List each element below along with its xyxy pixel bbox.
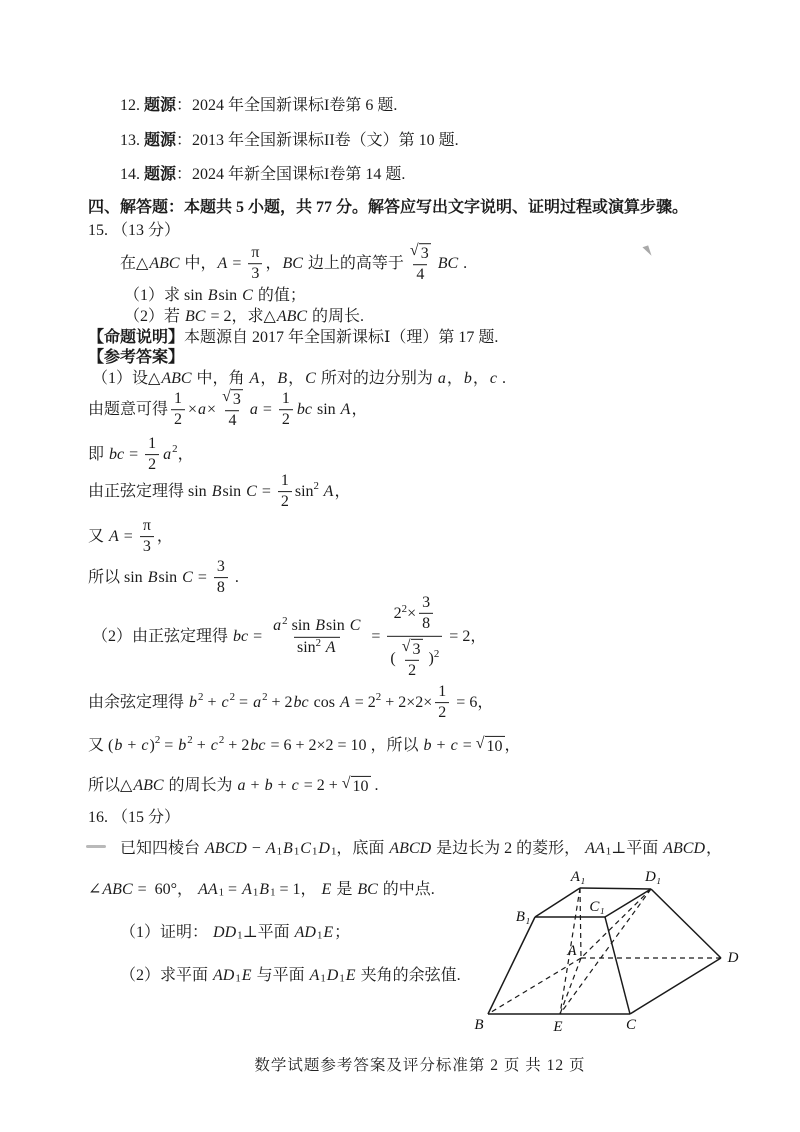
math-var: c xyxy=(489,370,497,387)
math-var: ABC xyxy=(133,777,164,794)
math-var: C xyxy=(300,840,311,857)
edge-B-B1 xyxy=(488,917,535,1014)
text-line xyxy=(120,923,350,943)
text-run: 所以△ xyxy=(88,777,133,794)
text-run: = 1， xyxy=(275,881,321,898)
text-run: π xyxy=(142,517,151,535)
superscript: 2 xyxy=(154,734,161,747)
math-var: B xyxy=(211,483,222,500)
text-run: ， xyxy=(265,254,282,272)
sqrt: √ 3 xyxy=(401,637,421,658)
text-run: + xyxy=(246,777,264,794)
bold-text-run: 【命题说明】 xyxy=(88,329,185,346)
math-var: E xyxy=(241,967,252,984)
math-var: A xyxy=(242,881,252,898)
text-run: ( xyxy=(390,650,396,668)
text-run: ∠ xyxy=(88,881,102,898)
text-run: sin xyxy=(158,569,182,586)
text-run: 4 xyxy=(228,412,237,430)
vertex-label-B1: B₁ xyxy=(515,909,531,925)
math-var: ABC xyxy=(161,370,192,387)
vertex-label-E: E xyxy=(553,1019,563,1035)
math-var: BC xyxy=(282,254,303,272)
text-run: sin xyxy=(313,400,340,418)
text-run: = xyxy=(119,528,137,545)
fraction xyxy=(279,389,293,431)
text-run: ， xyxy=(334,483,351,500)
text-line xyxy=(92,369,506,389)
subscript: 1 xyxy=(276,845,283,858)
text-run: 是边长为 2 的菱形， xyxy=(432,840,585,857)
subscript: 1 xyxy=(316,929,323,942)
text-run: = 2， xyxy=(445,627,487,645)
bold-text-run: 【参考答案】 xyxy=(88,349,185,366)
math-var: A xyxy=(265,840,276,857)
fraction xyxy=(407,242,434,286)
math-var: b xyxy=(114,737,123,754)
math-var: bc xyxy=(233,627,249,645)
text-line xyxy=(88,880,435,900)
text-run: ； xyxy=(334,924,351,941)
text-run: 中，角 xyxy=(192,370,249,387)
math-var: c xyxy=(221,694,229,711)
math-var: B xyxy=(315,617,326,635)
text-run: ， xyxy=(156,528,173,545)
edge-A1-D1 xyxy=(580,888,651,889)
text-run: − xyxy=(247,840,265,857)
text-run: sin xyxy=(294,483,314,500)
math-var: B xyxy=(259,881,270,898)
text-run: . xyxy=(459,254,468,272)
math-var: B xyxy=(277,370,288,387)
math-var: E xyxy=(323,924,334,941)
text-line xyxy=(88,776,379,796)
vertex-label-C1: C₁ xyxy=(589,899,605,915)
math-var: ABC xyxy=(149,254,180,272)
text-run: sin xyxy=(218,287,242,304)
math-var: a xyxy=(273,617,282,635)
text-run: 12. xyxy=(120,97,144,114)
math-var: A xyxy=(217,254,228,272)
text-run: ， xyxy=(288,370,305,387)
math-var: BC xyxy=(437,254,459,272)
fraction xyxy=(399,638,426,682)
math-var: C xyxy=(349,617,361,635)
text-run: = xyxy=(125,446,143,463)
fraction xyxy=(269,616,364,658)
edge-A-E xyxy=(560,958,581,1014)
math-var: A xyxy=(339,694,350,711)
text-run: 夹角的余弦值. xyxy=(356,967,461,984)
text-run: （2）由正弦定理得 xyxy=(92,627,233,645)
text-run: （2）若 xyxy=(124,308,185,325)
text-run: 2 xyxy=(408,661,417,679)
text-run: ， xyxy=(177,446,194,463)
math-var: AA xyxy=(198,881,218,898)
math-var: BC xyxy=(185,308,206,325)
text-run: 14. xyxy=(120,166,144,183)
text-run: （2）求平面 xyxy=(120,967,213,984)
text-run: 的值； xyxy=(253,287,306,304)
vertex-label-C: C xyxy=(625,1017,637,1033)
text-run: 1 xyxy=(281,390,290,408)
math-var: ABCD xyxy=(389,840,432,857)
math-var: bc xyxy=(109,446,125,463)
text-run: 1 xyxy=(438,683,447,701)
math-var: bc xyxy=(250,737,266,754)
sqrt: √ 10 xyxy=(475,734,503,755)
text-run: 8 xyxy=(216,579,225,597)
fraction xyxy=(219,388,246,432)
vertex-label-D: D xyxy=(727,950,739,966)
text-run: sin xyxy=(222,483,246,500)
text-run: 与平面 xyxy=(252,967,309,984)
math-var: A xyxy=(309,967,320,984)
text-run: 13. xyxy=(120,132,144,149)
text-line xyxy=(88,221,180,241)
fraction xyxy=(387,592,442,682)
frustum-diagram xyxy=(445,858,775,1043)
text-run: = xyxy=(160,737,178,754)
math-var: ABC xyxy=(276,308,308,325)
text-line xyxy=(88,516,173,558)
subscript: 1 xyxy=(237,929,243,942)
vertex-label-D1: D₁ xyxy=(644,869,662,885)
text-run: × xyxy=(188,400,198,418)
text-run: ， xyxy=(504,737,521,754)
math-var: AA xyxy=(585,840,605,857)
subscript: 1 xyxy=(311,845,318,858)
text-run: 3 xyxy=(142,538,151,556)
math-var: C xyxy=(305,370,316,387)
bold-text-run: 题源 xyxy=(144,166,177,183)
text-run: . xyxy=(497,370,506,387)
text-run: ：2013 年全国新课标II卷（文）第 10 题. xyxy=(176,132,459,149)
superscript: 2 xyxy=(375,691,382,704)
text-run: （1）求 sin xyxy=(124,287,207,304)
text-run: ， xyxy=(472,370,489,387)
text-run: 又 ( xyxy=(88,737,114,754)
bold-text-run: 四、解答题：本题共 5 小题，共 77 分。解答应写出文字说明、证明过程或演算步骤。 xyxy=(88,199,689,216)
text-run: 边上的高等于 xyxy=(303,254,404,272)
text-run: = xyxy=(235,694,253,711)
math-var: AD xyxy=(213,967,235,984)
vertex-label-A: A xyxy=(567,943,577,959)
subscript: 1 xyxy=(330,845,337,858)
text-run: = xyxy=(367,627,385,645)
text-run: 本题源自 2017 年全国新课标Ⅰ（理）第 17 题. xyxy=(184,329,499,346)
text-line xyxy=(120,165,405,185)
text-line xyxy=(120,839,722,859)
text-run: 10 xyxy=(352,777,369,795)
text-run: = 2 xyxy=(350,694,376,711)
subscript: 1 xyxy=(270,886,276,899)
text-run: + xyxy=(203,694,221,711)
text-run: ， xyxy=(351,400,368,418)
superscript: 2 xyxy=(172,443,178,456)
subscript: 1 xyxy=(252,886,259,899)
math-var: D xyxy=(326,967,339,984)
bold-text-run: 题源 xyxy=(144,132,177,149)
text-run: 1 xyxy=(148,435,157,453)
text-run: ⊥平面 xyxy=(242,924,294,941)
text-line xyxy=(88,434,194,476)
math-var: b xyxy=(463,370,472,387)
text-run: ， xyxy=(260,370,277,387)
text-run: 是 xyxy=(332,881,357,898)
text-run: （1）设△ xyxy=(92,370,161,387)
text-run: ， xyxy=(446,370,463,387)
text-run: = xyxy=(249,627,267,645)
text-run: 2 xyxy=(393,604,402,622)
superscript: 2 xyxy=(262,691,268,704)
text-run: 3 xyxy=(422,593,431,611)
superscript: 2 xyxy=(198,691,204,704)
fraction xyxy=(435,682,449,724)
math-var: B xyxy=(207,287,218,304)
text-run: + xyxy=(432,737,450,754)
math-var: A xyxy=(319,483,334,500)
fraction xyxy=(248,243,262,285)
subscript: 1 xyxy=(320,972,326,985)
text-run: 所以 sin xyxy=(88,569,147,586)
math-var: c xyxy=(450,737,458,754)
math-var: AD xyxy=(294,924,316,941)
text-run: + xyxy=(192,737,210,754)
superscript: 2 xyxy=(401,602,408,615)
text-run: 1 xyxy=(280,472,289,490)
text-line xyxy=(88,808,180,828)
math-var: b xyxy=(189,694,198,711)
math-var: A xyxy=(340,400,351,418)
math-var: a xyxy=(437,370,446,387)
text-run: 又 xyxy=(88,528,109,545)
text-line xyxy=(88,388,367,432)
text-run: ) xyxy=(428,650,434,668)
text-run: 由余弦定理得 xyxy=(88,694,189,711)
edge-B1-A1 xyxy=(535,888,580,917)
text-run: + xyxy=(273,777,291,794)
math-var: c xyxy=(291,777,299,794)
text-line xyxy=(120,966,461,986)
text-run: 15. （13 分） xyxy=(88,222,181,239)
text-run: 2 xyxy=(148,456,157,474)
superscript: 2 xyxy=(187,734,193,747)
sqrt: √ 10 xyxy=(341,774,369,795)
math-var: ABCD xyxy=(205,840,247,857)
text-run: π xyxy=(251,244,260,262)
text-run: ) xyxy=(149,737,155,754)
text-line xyxy=(88,198,688,218)
math-var: B xyxy=(283,840,293,857)
text-run: cos xyxy=(309,694,339,711)
subscript: 1 xyxy=(605,845,612,858)
math-var: DD xyxy=(213,924,237,941)
text-run: 中， xyxy=(180,254,217,272)
text-run: sin xyxy=(287,617,315,635)
text-run: ：2024 年新全国课标I卷第 14 题. xyxy=(176,166,406,183)
text-line xyxy=(88,736,521,756)
superscript: 2 xyxy=(433,648,440,661)
text-run: 的周长为 xyxy=(164,777,237,794)
text-run: ：2024 年全国新课标I卷第 6 题. xyxy=(176,97,398,114)
text-run: sin xyxy=(326,617,349,635)
math-var: b xyxy=(178,737,187,754)
math-var: B xyxy=(147,569,158,586)
text-run: + 2×2× xyxy=(381,694,433,711)
text-run: + xyxy=(123,737,141,754)
text-run: . xyxy=(230,569,239,586)
text-line xyxy=(120,131,459,151)
math-var: ABC xyxy=(102,881,133,898)
cursor-artifact xyxy=(642,245,651,257)
text-run: 所对的边分别为 xyxy=(316,370,437,387)
math-var: A xyxy=(322,638,336,656)
text-run: + 2 xyxy=(224,737,250,754)
text-run: 的中点. xyxy=(378,881,435,898)
text-run: = xyxy=(458,737,476,754)
text-run: = 6， xyxy=(452,694,494,711)
math-var: E xyxy=(321,881,332,898)
math-var: a xyxy=(249,400,258,418)
text-run: + 2 xyxy=(267,694,293,711)
math-var: C xyxy=(242,287,253,304)
text-line xyxy=(124,307,364,327)
text-run: × xyxy=(207,400,217,418)
text-run: = xyxy=(258,400,276,418)
math-var: a xyxy=(198,400,207,418)
scan-dash-artifact xyxy=(86,845,106,848)
superscript: 2 xyxy=(218,734,225,747)
text-run: 1 xyxy=(174,390,183,408)
edge-D1-D xyxy=(651,889,721,958)
math-var: bc xyxy=(293,694,309,711)
text-run: 3 xyxy=(412,640,421,658)
fraction xyxy=(419,593,433,635)
math-var: c xyxy=(210,737,218,754)
text-run: = 6 + 2×2 = 10 ，所以 xyxy=(266,737,423,754)
superscript: 2 xyxy=(282,615,288,628)
text-line xyxy=(88,328,498,348)
math-var: E xyxy=(345,967,356,984)
text-run: （1）证明： xyxy=(120,924,213,941)
fraction xyxy=(278,471,292,513)
fraction xyxy=(171,389,185,431)
text-run: . xyxy=(370,777,379,794)
text-line xyxy=(88,471,350,513)
text-run: 2 xyxy=(281,411,290,429)
vertex-label-B: B xyxy=(474,1017,484,1033)
text-run: ， xyxy=(706,840,723,857)
text-run: 8 xyxy=(422,615,431,633)
text-run: 2 xyxy=(438,704,447,722)
page-footer: 数学试题参考答案及评分标准第 2 页 共 12 页 xyxy=(254,1057,586,1074)
sqrt: √ 3 xyxy=(222,388,241,409)
edge-C-D xyxy=(630,958,721,1014)
text-run: 10 xyxy=(486,737,503,755)
edge-A1-A xyxy=(580,888,581,958)
text-line xyxy=(88,682,493,724)
text-run: = xyxy=(257,483,275,500)
math-var: ABCD xyxy=(663,840,706,857)
subscript: 1 xyxy=(218,886,225,899)
text-run: = xyxy=(224,881,242,898)
text-run: 在△ xyxy=(120,254,149,272)
text-run: 2 xyxy=(280,493,289,511)
text-run: = 60°， xyxy=(133,881,198,898)
text-run: 由题意可得 xyxy=(88,400,169,418)
subscript: 1 xyxy=(293,845,300,858)
text-run: = xyxy=(228,254,246,272)
sqrt: √ 3 xyxy=(409,242,429,263)
math-var: C xyxy=(246,483,257,500)
text-run: 4 xyxy=(416,266,425,284)
bold-text-run: 题源 xyxy=(144,97,177,114)
edge-C1-C xyxy=(605,917,630,1014)
text-run: = 2 + xyxy=(299,777,342,794)
text-run: sin xyxy=(296,638,316,656)
superscript: 2 xyxy=(313,480,319,493)
text-line xyxy=(88,348,184,368)
math-var: c xyxy=(141,737,149,754)
text-run: 16. （15 分） xyxy=(88,809,181,826)
math-var: b xyxy=(264,777,273,794)
text-run: = xyxy=(193,569,211,586)
math-var: a xyxy=(237,777,246,794)
text-run: 由正弦定理得 sin xyxy=(88,483,211,500)
text-run: ，底面 xyxy=(336,840,389,857)
math-var: BC xyxy=(357,881,378,898)
subscript: 1 xyxy=(339,972,345,985)
text-run: 已知四棱台 xyxy=(120,840,205,857)
text-run: 的周长. xyxy=(308,308,365,325)
superscript: 2 xyxy=(315,636,322,649)
fraction xyxy=(140,516,154,558)
math-var: A xyxy=(109,528,119,545)
vertex-label-A1: A₁ xyxy=(570,869,586,885)
text-line xyxy=(124,286,306,306)
text-run: 3 xyxy=(420,245,429,263)
math-var: b xyxy=(423,737,432,754)
text-line xyxy=(92,592,486,682)
math-var: a xyxy=(253,694,262,711)
text-run: 即 xyxy=(88,446,109,463)
text-run: 3 xyxy=(251,265,260,283)
fraction xyxy=(145,434,159,476)
text-run: 3 xyxy=(232,391,241,409)
text-line xyxy=(120,242,467,286)
superscript: 2 xyxy=(229,691,236,704)
text-run: 3 xyxy=(216,558,225,576)
math-var: A xyxy=(249,370,260,387)
math-var: a xyxy=(163,446,172,463)
text-run: ⊥平面 xyxy=(611,840,663,857)
math-var: C xyxy=(182,569,193,586)
text-run: = 2，求△ xyxy=(206,308,276,325)
text-run: × xyxy=(407,604,417,622)
text-line xyxy=(120,96,397,116)
math-var: bc xyxy=(296,400,312,418)
text-run: 2 xyxy=(174,411,183,429)
edge-C1-D1 xyxy=(605,889,651,917)
subscript: 1 xyxy=(235,972,241,985)
math-var: D xyxy=(318,840,330,857)
